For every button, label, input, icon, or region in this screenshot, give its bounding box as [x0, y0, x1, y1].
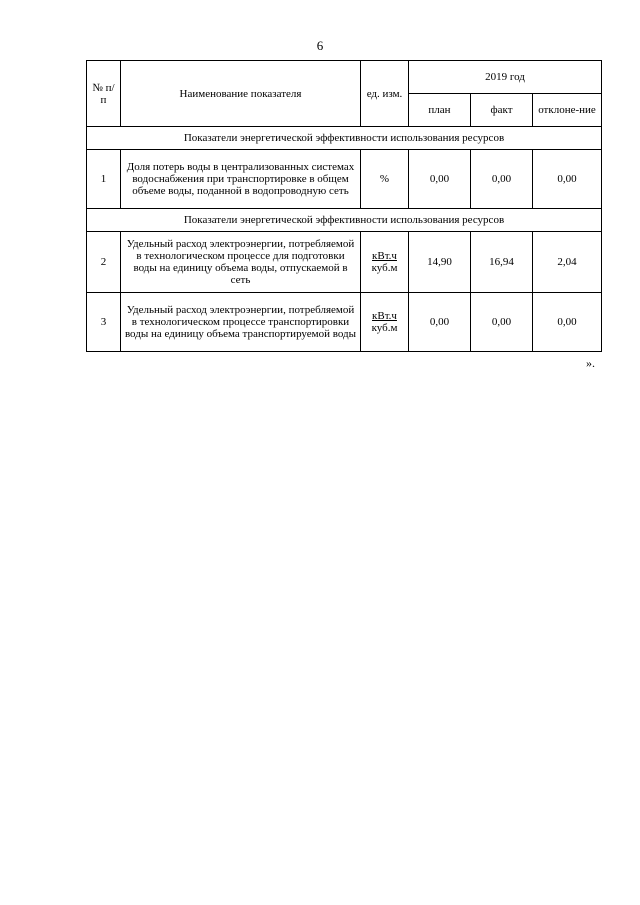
- header-plan: план: [409, 94, 471, 127]
- row-name: Доля потерь воды в централизованных системах водоснабжения при транспортировке в общем объеме воды, поданной в водопроводную сеть: [121, 150, 361, 209]
- indicators-table: [86, 60, 602, 352]
- row-deviation: 0,00: [533, 150, 602, 209]
- unit-denominator: куб.м: [371, 322, 398, 334]
- row-fact: 0,00: [471, 293, 533, 352]
- closing-quote: ».: [586, 356, 595, 370]
- header-name: Наименование показателя: [121, 61, 361, 127]
- unit-numerator: кВт.ч: [372, 250, 397, 262]
- unit-numerator: кВт.ч: [372, 310, 397, 322]
- row-fact: 16,94: [471, 232, 533, 293]
- row-deviation: 0,00: [533, 293, 602, 352]
- section-row: [87, 127, 602, 150]
- row-num: 2: [87, 232, 121, 293]
- row-deviation: 2,04: [533, 232, 602, 293]
- row-plan: 0,00: [409, 150, 471, 209]
- row-num: 1: [87, 150, 121, 209]
- row-name: Удельный расход электроэнергии, потребляемой в технологическом процессе для подготовки воды на единицу объема воды, отпускаемой в сеть: [121, 232, 361, 293]
- section-row: [87, 209, 602, 232]
- table-row: [87, 150, 602, 209]
- header-num: № п/п: [87, 61, 121, 127]
- section-title: Показатели энергетической эффективности использования ресурсов: [87, 209, 602, 232]
- table-header-row: [87, 61, 602, 94]
- section-title: Показатели энергетической эффективности использования ресурсов: [87, 127, 602, 150]
- row-unit: [361, 293, 409, 352]
- row-fact: 0,00: [471, 150, 533, 209]
- header-fact: факт: [471, 94, 533, 127]
- row-plan: 0,00: [409, 293, 471, 352]
- row-num: 3: [87, 293, 121, 352]
- page-number: 6: [316, 38, 324, 53]
- header-unit: ед. изм.: [361, 61, 409, 127]
- header-deviation: отклоне-ние: [533, 94, 602, 127]
- header-year: 2019 год: [409, 61, 602, 94]
- unit-denominator: куб.м: [371, 262, 398, 274]
- row-unit: %: [361, 150, 409, 209]
- row-unit: [361, 232, 409, 293]
- row-plan: 14,90: [409, 232, 471, 293]
- row-name: Удельный расход электроэнергии, потребляемой в технологическом процессе транспортировки воды на единицу объема транспортируемой воды: [121, 293, 361, 352]
- table-row: [87, 232, 602, 293]
- table-row: [87, 293, 602, 352]
